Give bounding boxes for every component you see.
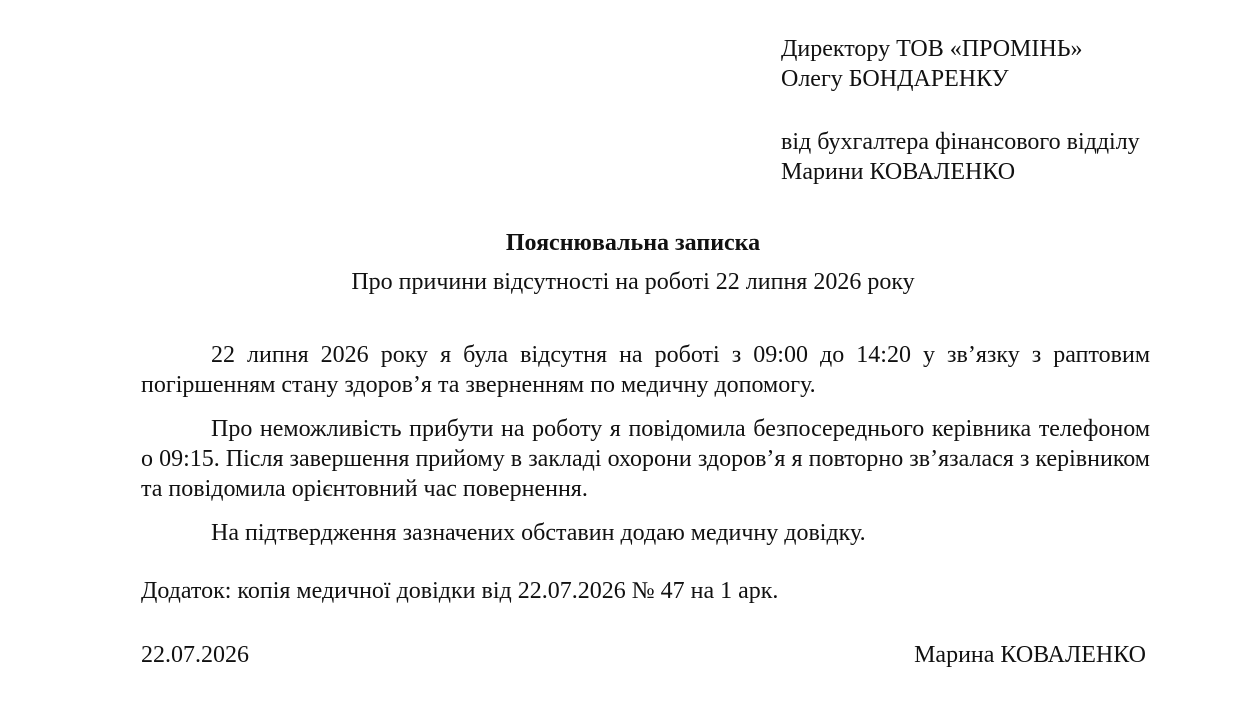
- addressee-position: Директору ТОВ «ПРОМІНЬ»: [781, 36, 1083, 62]
- addressee-name: Олегу БОНДАРЕНКУ: [781, 66, 1009, 92]
- sender-name: Марини КОВАЛЕНКО: [781, 159, 1016, 185]
- sender-block: [781, 127, 1221, 187]
- document-body: [141, 340, 1150, 548]
- addressee-block: [781, 34, 1221, 94]
- document-subtitle: Про причини відсутності на роботі 22 липня 2026 року: [351, 269, 915, 295]
- sender-position: від бухгалтера фінансового відділу: [781, 129, 1140, 155]
- attachment-line: Додаток: копія медичної довідки від 22.07.2026 № 47 на 1 арк.: [141, 578, 779, 604]
- signature-name: Марина КОВАЛЕНКО: [914, 642, 1146, 668]
- paragraph-notification: Про неможливість прибути на роботу я повідомила безпосереднього керівника телефоном о 09:15. Після завершення прийому в закладі охорони здоров’я я повторно зв’язалася з керівником та повідомила орієнтовний час повернення.: [141, 416, 1150, 502]
- document-title: Пояснювальна записка: [505, 230, 761, 256]
- document-date: 22.07.2026: [141, 642, 249, 668]
- paragraph-absence: 22 липня 2026 року я була відсутня на роботі з 09:00 до 14:20 у зв’язку з раптовим погіршенням стану здоров’я та зверненням по медичну допомогу.: [141, 342, 1150, 398]
- paragraph-confirmation: На підтвердження зазначених обставин додаю медичну довідку.: [211, 520, 866, 546]
